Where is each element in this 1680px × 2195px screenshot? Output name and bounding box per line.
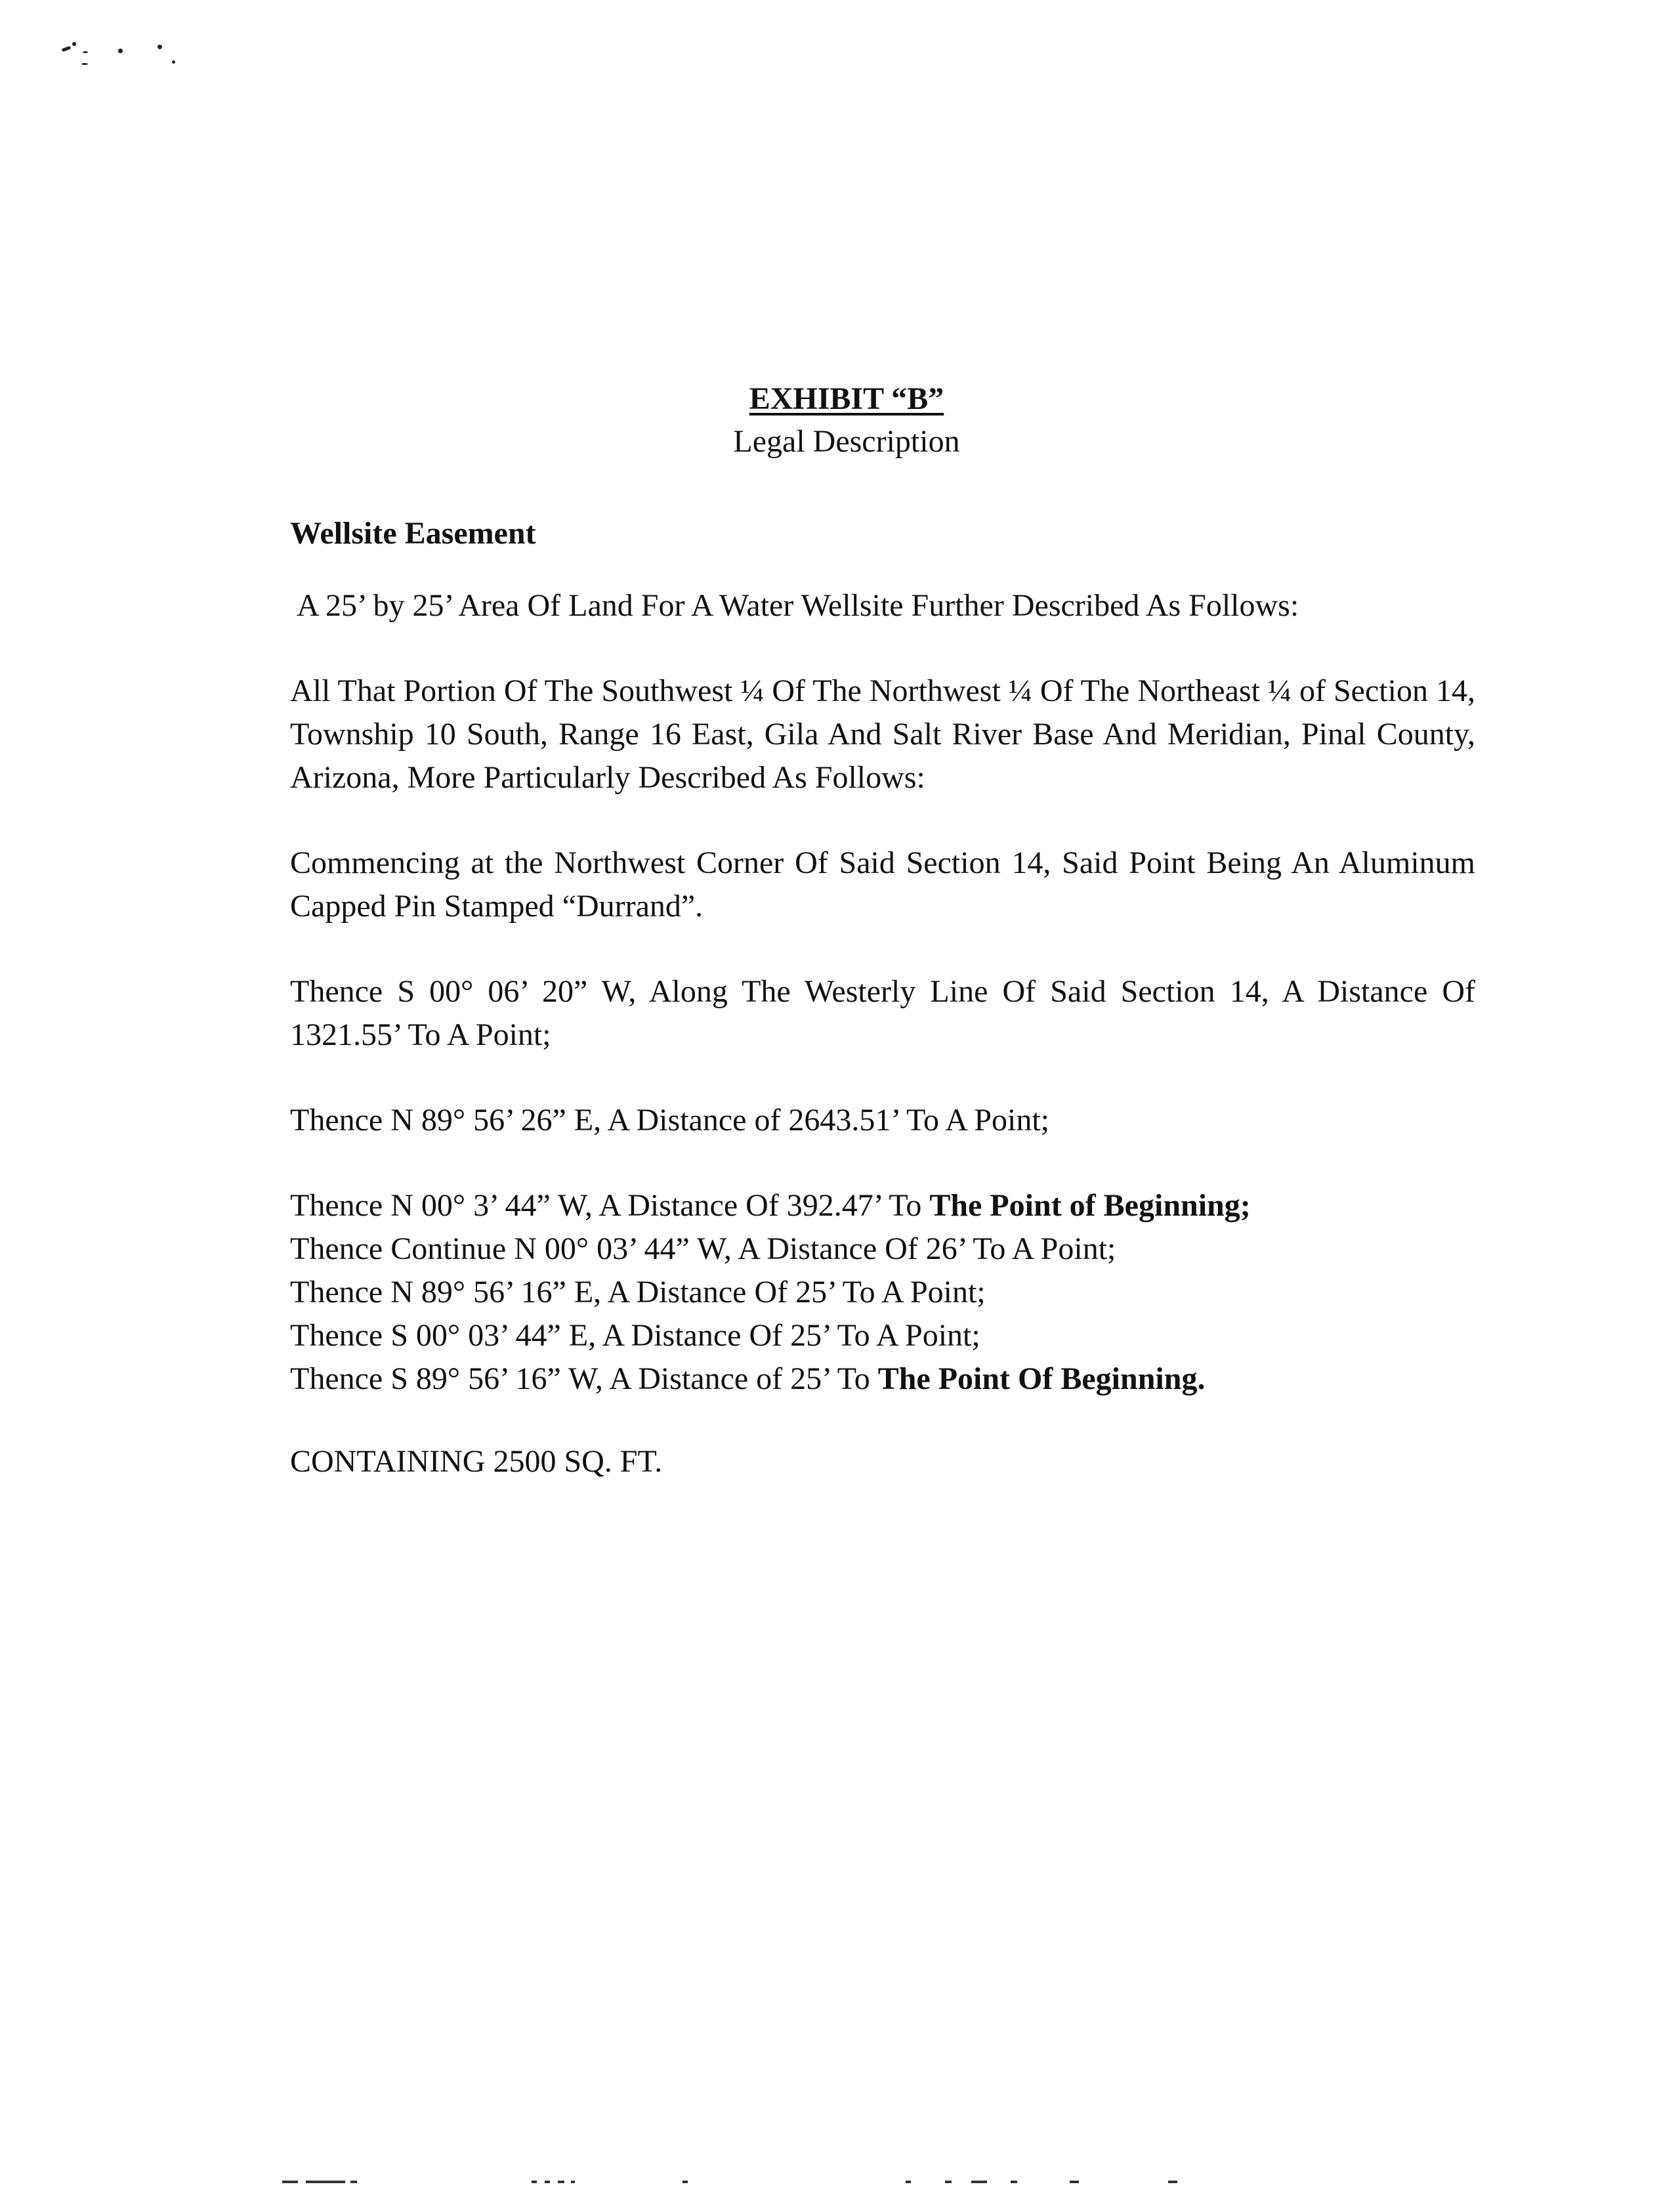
course-3-text: Thence N 00° 3’ 44” W, A Distance Of 392.47’ To xyxy=(290,1188,930,1223)
course-1-paragraph: Thence S 00° 06’ 20” W, Along The Westerly Line Of Said Section 14, A Distance Of 1321.55’ To A Point; xyxy=(290,974,1475,1052)
scan-artifact-marks xyxy=(52,33,210,85)
point-of-beginning-closing-label: The Point Of Beginning. xyxy=(877,1361,1206,1396)
area-statement: CONTAINING 2500 SQ. FT. xyxy=(290,1444,663,1479)
course-5-line: Thence N 89° 56’ 16” E, A Distance Of 25’ To A Point; xyxy=(290,1275,986,1310)
scan-footer-artifacts xyxy=(282,2178,1267,2186)
exhibit-title-block xyxy=(0,379,1680,462)
course-4-line: Thence Continue N 00° 03’ 44” W, A Distance Of 26’ To A Point; xyxy=(290,1231,1116,1266)
boundary-courses xyxy=(290,1184,1475,1401)
point-of-beginning-label: The Point of Beginning; xyxy=(929,1188,1251,1223)
course-7-text: Thence S 89° 56’ 16” W, A Distance of 25’ To xyxy=(290,1361,878,1396)
course-2-paragraph: Thence N 89° 56’ 26” E, A Distance of 2643.51’ To A Point; xyxy=(290,1103,1050,1138)
intro-paragraph: A 25’ by 25’ Area Of Land For A Water Wellsite Further Described As Follows: xyxy=(297,588,1299,623)
course-3-line xyxy=(290,1184,1475,1227)
legal-description-body xyxy=(290,512,1475,1525)
section-heading: Wellsite Easement xyxy=(290,516,536,551)
exhibit-title: EXHIBIT “B” xyxy=(749,381,944,416)
exhibit-subtitle: Legal Description xyxy=(733,424,960,459)
course-6-line: Thence S 00° 03’ 44” E, A Distance Of 25’ To A Point; xyxy=(290,1318,980,1353)
commencing-paragraph: Commencing at the Northwest Corner Of Said Section 14, Said Point Being An Aluminum Capped Pin Stamped “Durrand”. xyxy=(290,845,1475,924)
portion-paragraph: All That Portion Of The Southwest ¼ Of The Northwest ¼ Of The Northeast ¼ of Section 14, Township 10 South, Range 16 East, Gila And Salt River Base And Meridian, Pinal County, Arizona, More Particularly Described As Follows: xyxy=(290,673,1475,795)
course-7-line xyxy=(290,1357,1475,1401)
